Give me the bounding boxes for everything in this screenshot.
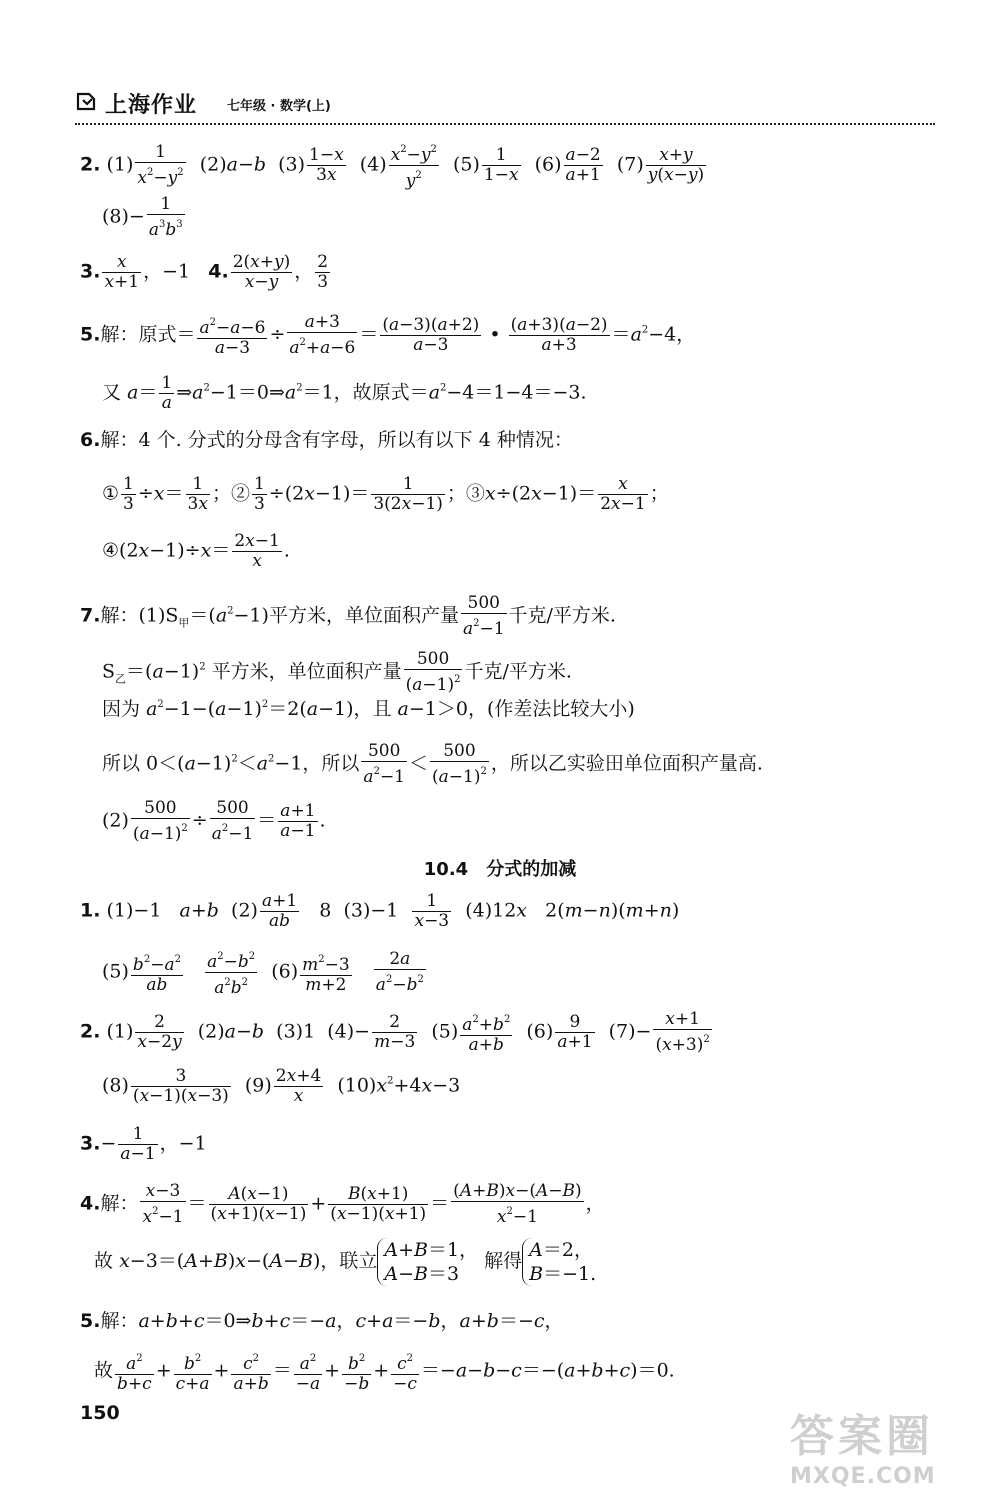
book-logo-icon	[75, 90, 97, 112]
answer-7-row-1: 7.解：$(1)S_甲=(a^2-1)$平方米，单位面积产量 $\frac{500}{a^2-1}$ 千克/平方米.	[80, 593, 616, 639]
answer-3-4: 3. $\frac{x}{x+1}$ ，−1 4. $\frac{2(x+y)}{x-y}$ ， $\frac{2}{3}$	[80, 252, 329, 292]
section-title: 10.4 分式的加减	[423, 859, 577, 880]
answer-5-row-2: 又 a＝ $\frac{1}{a}$ $\Rightarrow a^2-1=0\Rightarrow a^2=1$，故原式$=a^2-4=1-4=-3$.	[102, 373, 587, 413]
answer-6-row-1: 6.解：4 个. 分式的分母含有字母，所以有以下 4 种情况：	[80, 429, 573, 451]
brand-title: 上海作业	[105, 93, 198, 118]
grade-subject: 七年级 · 数学(上)	[227, 99, 331, 114]
answer-2-row-2: (8)− $\frac{1}{a^3b^3}$	[102, 194, 183, 240]
answer-7-row-4: 所以 $0<(a-1)^2<a^2-1$，所以 $\frac{500}{a^2-1}$ ＜ $\frac{500}{(a-1)^2}$ ，所以乙实验田单位面积产量高.	[102, 741, 763, 787]
answer-7-row-2: $S_乙=(a-1)^2$ 平方米，单位面积产量 $\frac{500}{(a-1)^2}$ 千克/平方米.	[102, 649, 572, 695]
s-answer-1-row-2: (5) $\frac{b^2-a^2}{ab}$ $\frac{a^2-b^2}{a^2b^2}$ (6) $\frac{m^2-3}{m+2}$ $\frac{2a}{a^2-b^2}$	[102, 949, 424, 998]
watermark	[790, 1400, 985, 1489]
page-number: 150	[80, 1402, 120, 1424]
s-answer-4-row-1: 4.解： $\frac{x-3}{x^2-1}$ ＝ $\frac{A(x-1)}{(x+1)(x-1)}$ + $\frac{B(x+1)}{(x-1)(x+1)}$ ＝ $\frac{(A+B)x-(A-B)}{x^2-1}$ ，	[80, 1181, 605, 1227]
s-answer-2-row-1: 2. (1) $\frac{2}{x-2y}$ (2)a−b (3)1 (4)− $\frac{2}{m-3}$ (5) $\frac{a^2+b^2}{a+b}$ (6) $\frac{9}{a+1}$ (7)− $\frac{x+1}{(x+3)^2}$	[80, 1009, 710, 1055]
answer-7-row-3: 因为 $a^2-1-(a-1)^2=2(a-1)$，且 a−1＞0，(作差法比较大小)	[102, 698, 635, 720]
s-answer-2-row-2: (8) $\frac{3}{(x-1)(x-3)}$ (9) $\frac{2x+4}{x}$ $(10)x^2+4x-3$	[102, 1066, 461, 1106]
answer-5-row-1: 5.解：原式＝ $\frac{a^2-a-6}{a-3}$ ÷ $\frac{a+3}{a^2+a-6}$ ＝ $\frac{(a-3)(a+2)}{a-3}$ • $\frac{(a+3)(a-2)}{a+3}$ $=a^2-4$，	[80, 312, 696, 358]
s-answer-1-row-1: 1. (1)−1 a+b (2) $\frac{a+1}{ab}$ 8 (3)−1 $\frac{1}{x-3}$ (4)12x 2(m−n)(m+n)	[80, 891, 680, 931]
s-answer-4-row-2: 故 x−3＝(A+B)x−(A−B)，联立 A+B＝1， A−B＝3 解得 A＝2， B＝−1.	[94, 1239, 597, 1285]
header-divider	[75, 123, 935, 125]
watermark-logo: 答案圈	[790, 1411, 934, 1462]
page-header	[75, 86, 935, 126]
watermark-url: MXQE.COM	[790, 1464, 936, 1489]
answer-6-row-3: ④(2x−1)÷x＝ $\frac{2x-1}{x}$ .	[102, 531, 290, 571]
s-answer-5-row-2: 故 $\frac{a^2}{b+c}$ + $\frac{b^2}{c+a}$ + $\frac{c^2}{a+b}$ ＝ $\frac{a^2}{-a}$ + $\frac{b^2}{-b}$ + $\frac{c^2}{-c}$ ＝−a−b−c＝−(a+b+c)＝0.	[94, 1349, 675, 1394]
s-answer-5-row-1: 5.解：a+b+c＝0⇒b+c＝−a，c+a＝−b，a+b＝−c，	[80, 1310, 564, 1332]
s-answer-3: 3.− $\frac{1}{a-1}$ ，−1	[80, 1124, 207, 1164]
answer-2-row-1: 2. (1) $\frac{1}{x^2-y^2}$ (2)a−b (3) $\frac{1-x}{3x}$ (4) $\frac{x^2-y^2}{y^2}$ (5) $\frac{1}{1-x}$ (6) $\frac{a-2}{a+1}$ (7) $\frac{x+y}{y(x-y)}$	[80, 142, 705, 191]
answer-6-row-2: ① $\frac{1}{3}$ ÷x＝ $\frac{1}{3x}$ ；② $\frac{1}{3}$ ÷(2x−1)＝ $\frac{1}{3(2x-1)}$ ；③x÷(2x−1)＝ $\frac{x}{2x-1}$ ；	[102, 474, 669, 514]
answer-7-row-5: (2) $\frac{500}{(a-1)^2}$ ÷ $\frac{500}{a^2-1}$ ＝ $\frac{a+1}{a-1}$ .	[102, 798, 326, 844]
